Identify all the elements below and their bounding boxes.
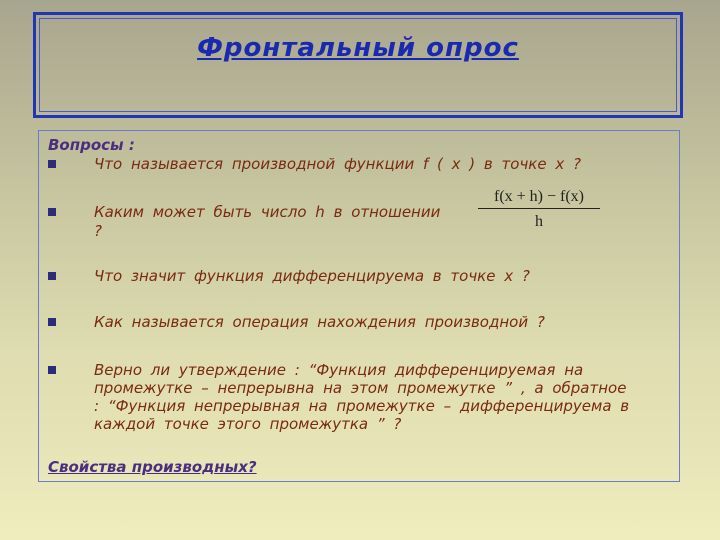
question-text: Что называется производной функции f ( x ) в точке x ? [94,155,581,173]
bullet-icon [48,272,56,280]
question-text: ? [94,222,102,240]
question-text: Что значит функция дифференцируема в точке x ? [94,267,530,285]
question-text: Каким может быть число h в отношении [94,203,441,221]
footer-link[interactable]: Свойства производных? [48,458,257,476]
fraction-denominator: h [535,213,543,230]
title-frame [33,12,683,118]
fraction-numerator: f(x + h) − f(x) [493,188,584,205]
question-text: Как называется операция нахождения производной ? [94,313,545,331]
slide-title: Фронтальный опрос [197,33,519,63]
bullet-icon [48,160,56,168]
questions-heading: Вопросы : [48,136,135,154]
difference-quotient [474,188,604,231]
question-text: Верно ли утверждение : “Функция дифференцируемая на промежутке – непрерывна на этом промежутке ” , а обратное : “Функция непрерывная на промежутке – дифференцируема в каждой точке этого промежутка ” ? [94,361,638,433]
bullet-icon [48,318,56,326]
bullet-icon [48,366,56,374]
bullet-icon [48,208,56,216]
